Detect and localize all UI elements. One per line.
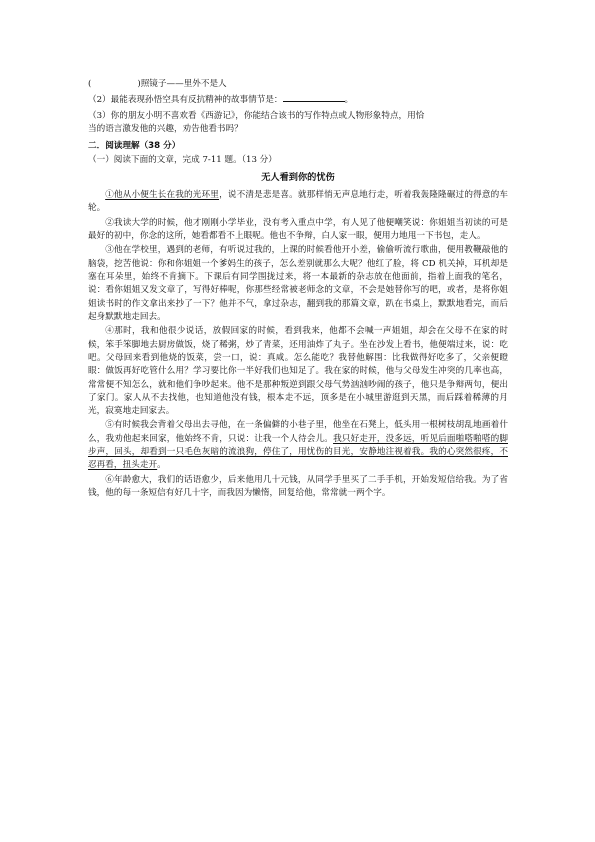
question-3-line-b: 当的语言激发他的兴趣，劝告他看书吗？ xyxy=(88,123,243,134)
answer-blank xyxy=(283,93,345,102)
question-line-2 xyxy=(88,93,508,107)
paragraph-1-rest: ，说不清是悲是喜。就那样悄无声息地行走，听着我轰隆隆碾过的得意的车轮。 xyxy=(88,190,508,214)
article-paragraph-6: ⑥年龄愈大，我们的话语愈少，后来他用几十元钱，从同学手里买了二手手机，开始发短信给我。为了省钱，他的每一条短信有好几十字，而我因为懒惰，回复给他，常常就一两个字。 xyxy=(88,474,508,498)
article-paragraph-5 xyxy=(88,419,508,472)
proverb-text: )照镜子——里外不是人 xyxy=(137,79,227,89)
section-heading: 二．阅读理解（38 分） xyxy=(88,141,181,152)
underlined-sentence-5: 我只好走开，没多远，听见后面啪嗒啪嗒的脚步声，回头，却看到一只毛色灰暗的流浪狗，停住了，用忧伤的目光，安静地注视着我。我的心突然很疼，不忍再看，扭头走开 xyxy=(88,433,508,471)
question-3-line-a: （3）你的朋友小明不喜欢看《西游记》，你能结合该书的写作特点或人物形象特点，用恰 xyxy=(88,110,425,121)
article-paragraph-3: ③他在学校里，遇到的老师，有听说过我的，上课的时候看他开小差，偷偷听流行歌曲，便用教鞭敲他的脑袋，挖苦他说：你和你姐姐一个爹妈生的孩子，怎么差别就那么大呢？他红了脸，将 CD 机关掉，耳机却是塞在耳朵里，始终不肯摘下。下课后有同学围拢过来，将一本最新的杂志放在他面前，指着上面我的笔名，说：看你姐姐又发文章了，写得好棒呢，你那些经常被老师念的文章，不会是她替你写的吧，或者，是将你姐姐读书时的作文拿出来抄了一下？他并不气，拿过杂志，翻到我的那篇文章，趴在书桌上，默默地看完，而后起身默默地走回去。 xyxy=(88,245,508,322)
paragraph-5-end: 。 xyxy=(157,460,166,471)
section-subheading: （一）阅读下面的文章，完成 7-11 题。（13 分） xyxy=(88,154,277,165)
document-page xyxy=(88,78,508,500)
question-line-1 xyxy=(88,78,508,91)
underlined-sentence-1: ①他从小便生长在我的光环里 xyxy=(105,190,220,201)
question-2-text: （2）最能表现孙悟空具有反抗精神的故事情节是： xyxy=(88,95,283,106)
question-2-suffix: 。 xyxy=(344,95,354,106)
article-paragraph-2: ②我读大学的时候，他才刚刚小学毕业，没有考入重点中学，有人见了他便嘲笑说：你姐姐当初读的可是最好的初中，你念的这所，她看都看不上眼呢。他也不争辩，白人家一眼，便用力地甩一下书包，走人。 xyxy=(88,217,508,242)
paragraph-5-start: ⑤有时候我会背着父母出去寻他，在一条偏僻的小巷子里，他坐在石凳上，低头用一根树枝胡乱地画着什么，我劝他起来回家，他始终不肯，只说：让我一个人待会儿。 xyxy=(88,420,508,444)
article-paragraph-1 xyxy=(88,189,508,216)
paren-open: ( xyxy=(88,79,92,89)
article-title: 无人看到你的忧伤 xyxy=(261,171,335,183)
article-paragraph-4: ④那时，我和他很少说话，放假回家的时候，看到我来，他都不会喊一声姐姐，却会在父母不在家的时候，笨手笨脚地去厨房做饭，烧了稀粥，炒了青菜，还用油炸了丸子。坐在沙发上看书，他便端过来，说：吃吧。父母回来看到他烧的饭菜，尝一口，说：真咸。怎么能吃？我替他解围：比我做得好吃多了，父亲便瞪眼：做饭再好吃管什么用？学习要比你一半好我们也知足了。我在家的时候，他与父母发生冲突的几率也高，常常便不知怎么，就和他们争吵起来。他不是那种叛逆到跟父母气势汹汹吵闹的孩子，他只是争辩两句，便出了家门。家人从不去找他，也知道他没有钱，根本走不远，顶多是在小城里游逛到天黑，而后踩着稀薄的月光，寂寞地走回家去。 xyxy=(88,326,508,417)
